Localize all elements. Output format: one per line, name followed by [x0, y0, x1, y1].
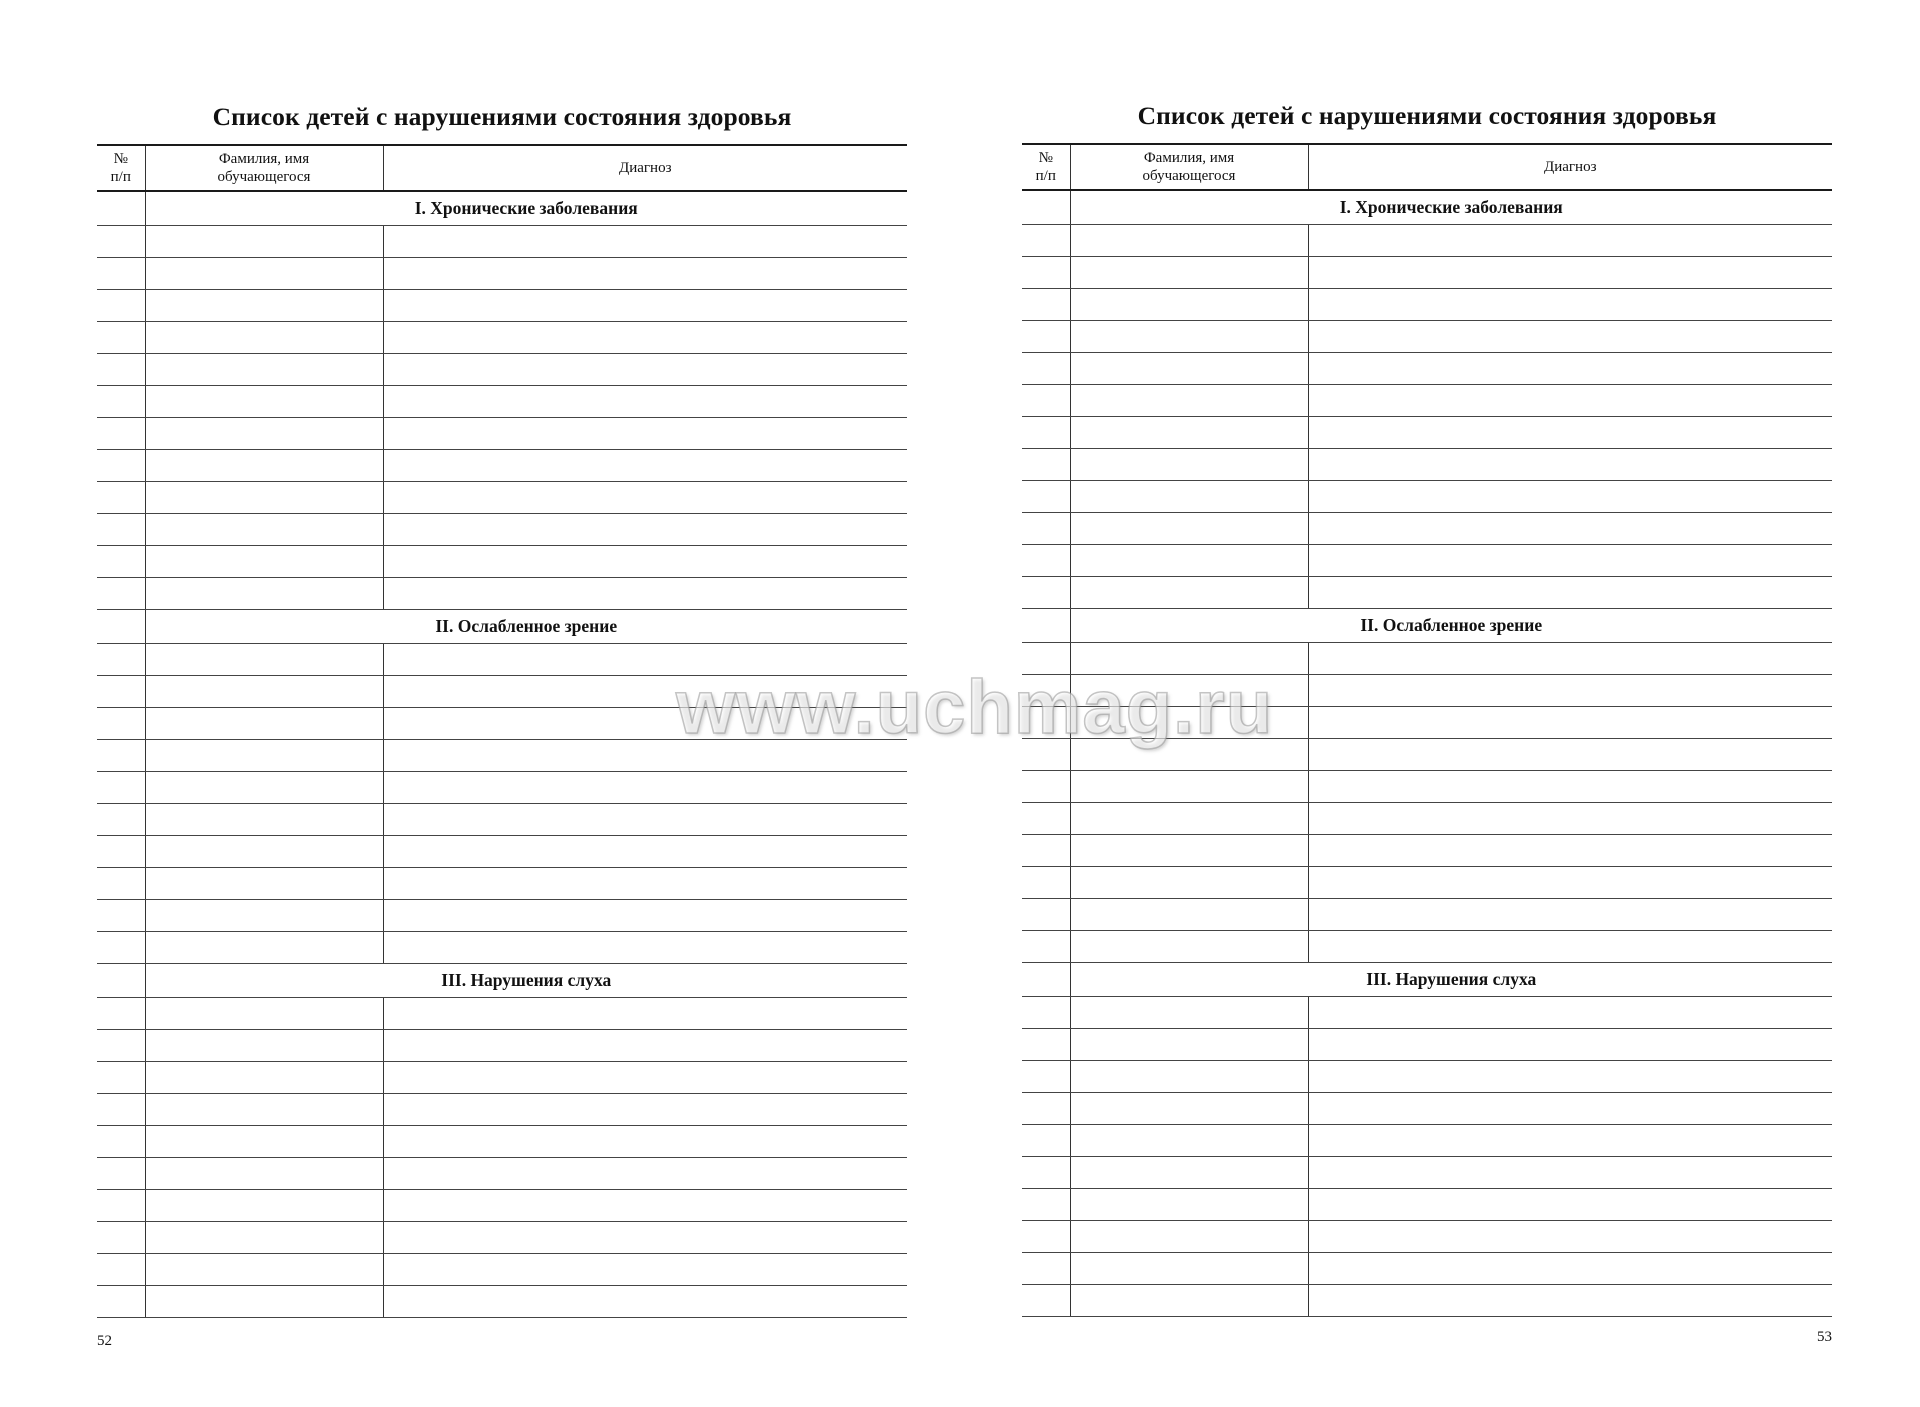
- diagnosis-cell[interactable]: [383, 226, 907, 258]
- diagnosis-cell[interactable]: [383, 998, 907, 1030]
- table-row: [97, 900, 907, 932]
- column-header-diagnosis: Диагноз: [383, 145, 907, 191]
- name-cell[interactable]: [145, 708, 383, 740]
- page-number: 53: [1817, 1329, 1832, 1345]
- diagnosis-cell[interactable]: [383, 932, 907, 964]
- table-row: [97, 1286, 907, 1318]
- table-row: [97, 804, 907, 836]
- name-cell[interactable]: [1070, 449, 1308, 481]
- number-cell[interactable]: [1022, 1029, 1070, 1061]
- diagnosis-cell[interactable]: [383, 836, 907, 868]
- number-cell[interactable]: [97, 1190, 145, 1222]
- diagnosis-cell[interactable]: [1308, 353, 1832, 385]
- name-cell[interactable]: [1070, 835, 1308, 867]
- section-header-row: [97, 964, 907, 998]
- diagnosis-cell[interactable]: [383, 482, 907, 514]
- diagnosis-cell[interactable]: [383, 1254, 907, 1286]
- number-cell[interactable]: [97, 998, 145, 1030]
- diagnosis-cell[interactable]: [383, 546, 907, 578]
- number-cell[interactable]: [97, 1062, 145, 1094]
- table-row: [97, 836, 907, 868]
- name-cell[interactable]: [1070, 803, 1308, 835]
- number-cell[interactable]: [1022, 931, 1070, 963]
- diagnosis-cell[interactable]: [383, 1190, 907, 1222]
- name-cell[interactable]: [1070, 257, 1308, 289]
- diagnosis-cell[interactable]: [383, 1030, 907, 1062]
- diagnosis-cell[interactable]: [1308, 481, 1832, 513]
- number-cell[interactable]: [1022, 997, 1070, 1029]
- table-row: [1022, 1189, 1832, 1221]
- number-cell[interactable]: [1022, 867, 1070, 899]
- diagnosis-cell[interactable]: [1308, 675, 1832, 707]
- table-row: [1022, 481, 1832, 513]
- table-row: [1022, 353, 1832, 385]
- table-row: [1022, 449, 1832, 481]
- name-cell[interactable]: [1070, 1253, 1308, 1285]
- table-row: [97, 932, 907, 964]
- table-row: [97, 546, 907, 578]
- section-title: I. Хронические заболевания: [145, 191, 907, 226]
- section-title: II. Ослабленное зрение: [1070, 609, 1832, 643]
- number-cell[interactable]: [97, 1158, 145, 1190]
- name-cell[interactable]: [1070, 385, 1308, 417]
- diagnosis-cell[interactable]: [1308, 899, 1832, 931]
- name-cell[interactable]: [1070, 225, 1308, 257]
- diagnosis-cell[interactable]: [383, 1126, 907, 1158]
- number-cell[interactable]: [97, 804, 145, 836]
- number-cell[interactable]: [97, 1254, 145, 1286]
- diagnosis-cell[interactable]: [383, 1158, 907, 1190]
- number-cell[interactable]: [1022, 835, 1070, 867]
- section-header-row: [97, 610, 907, 644]
- section-number-cell: [1022, 609, 1070, 643]
- section-header-row: [1022, 963, 1832, 997]
- diagnosis-cell[interactable]: [1308, 1061, 1832, 1093]
- table-row: [1022, 225, 1832, 257]
- table-row: [1022, 997, 1832, 1029]
- name-cell[interactable]: [1070, 577, 1308, 609]
- diagnosis-cell[interactable]: [1308, 257, 1832, 289]
- name-cell[interactable]: [1070, 771, 1308, 803]
- diagnosis-cell[interactable]: [1308, 997, 1832, 1029]
- diagnosis-cell[interactable]: [1308, 225, 1832, 257]
- name-cell[interactable]: [145, 932, 383, 964]
- diagnosis-cell[interactable]: [1308, 771, 1832, 803]
- name-cell[interactable]: [145, 386, 383, 418]
- section-header-row: [1022, 190, 1832, 225]
- number-cell[interactable]: [97, 772, 145, 804]
- section-number-cell: [1022, 190, 1070, 225]
- number-cell[interactable]: [1022, 289, 1070, 321]
- table-row: [1022, 257, 1832, 289]
- name-cell[interactable]: [145, 578, 383, 610]
- number-cell[interactable]: [1022, 321, 1070, 353]
- table-row: [1022, 867, 1832, 899]
- number-cell[interactable]: [1022, 417, 1070, 449]
- table-row: [1022, 771, 1832, 803]
- number-cell[interactable]: [1022, 803, 1070, 835]
- number-cell[interactable]: [97, 868, 145, 900]
- diagnosis-cell[interactable]: [1308, 1093, 1832, 1125]
- name-cell[interactable]: [145, 226, 383, 258]
- diagnosis-cell[interactable]: [1308, 417, 1832, 449]
- table-row: [97, 290, 907, 322]
- number-cell[interactable]: [97, 258, 145, 290]
- table-row: [1022, 1157, 1832, 1189]
- page-title: Список детей с нарушениями состояния здоровья: [1137, 101, 1717, 130]
- diagnosis-cell[interactable]: [1308, 1285, 1832, 1317]
- number-cell[interactable]: [97, 514, 145, 546]
- name-cell[interactable]: [145, 482, 383, 514]
- diagnosis-cell[interactable]: [1308, 739, 1832, 771]
- number-cell[interactable]: [97, 836, 145, 868]
- name-cell[interactable]: [145, 1222, 383, 1254]
- name-cell[interactable]: [1070, 321, 1308, 353]
- table-row: [97, 1062, 907, 1094]
- table-row: [97, 1030, 907, 1062]
- section-title: III. Нарушения слуха: [1070, 963, 1832, 997]
- name-cell[interactable]: [1070, 997, 1308, 1029]
- number-cell[interactable]: [97, 546, 145, 578]
- section-title: III. Нарушения слуха: [145, 964, 907, 998]
- diagnosis-cell[interactable]: [1308, 1029, 1832, 1061]
- name-cell[interactable]: [145, 322, 383, 354]
- table-row: [97, 258, 907, 290]
- number-cell[interactable]: [1022, 225, 1070, 257]
- table-row: [1022, 1253, 1832, 1285]
- number-cell[interactable]: [1022, 1125, 1070, 1157]
- name-cell[interactable]: [145, 900, 383, 932]
- number-cell[interactable]: [97, 450, 145, 482]
- table-row: [1022, 1125, 1832, 1157]
- table-row: [97, 1094, 907, 1126]
- page-number: 52: [97, 1333, 112, 1349]
- diagnosis-cell[interactable]: [1308, 931, 1832, 963]
- table-row: [1022, 1221, 1832, 1253]
- section-number-cell: [97, 964, 145, 998]
- table-row: [1022, 321, 1832, 353]
- diagnosis-cell[interactable]: [383, 868, 907, 900]
- name-cell[interactable]: [145, 644, 383, 676]
- diagnosis-cell[interactable]: [383, 354, 907, 386]
- diagnosis-cell[interactable]: [1308, 289, 1832, 321]
- column-header-number: № п/п: [97, 145, 145, 191]
- number-cell[interactable]: [1022, 257, 1070, 289]
- name-cell[interactable]: [1070, 931, 1308, 963]
- table-row: [97, 354, 907, 386]
- number-cell[interactable]: [97, 676, 145, 708]
- name-cell[interactable]: [1070, 1285, 1308, 1317]
- section-number-cell: [1022, 963, 1070, 997]
- name-cell[interactable]: [1070, 513, 1308, 545]
- number-cell[interactable]: [97, 900, 145, 932]
- table-row: [1022, 577, 1832, 609]
- number-cell[interactable]: [97, 226, 145, 258]
- page-title: Список детей с нарушениями состояния здоровья: [212, 102, 792, 131]
- number-cell[interactable]: [97, 386, 145, 418]
- name-cell[interactable]: [145, 290, 383, 322]
- name-cell[interactable]: [145, 546, 383, 578]
- name-cell[interactable]: [145, 1062, 383, 1094]
- number-cell[interactable]: [1022, 545, 1070, 577]
- number-cell[interactable]: [97, 482, 145, 514]
- table-row: [97, 1190, 907, 1222]
- table-row: [97, 772, 907, 804]
- number-cell[interactable]: [97, 1126, 145, 1158]
- table-row: [1022, 289, 1832, 321]
- table-row: [97, 1254, 907, 1286]
- diagnosis-cell[interactable]: [1308, 867, 1832, 899]
- number-cell[interactable]: [1022, 1253, 1070, 1285]
- diagnosis-cell[interactable]: [383, 322, 907, 354]
- table-row: [1022, 1029, 1832, 1061]
- table-row: [97, 514, 907, 546]
- number-cell[interactable]: [97, 290, 145, 322]
- name-cell[interactable]: [1070, 899, 1308, 931]
- name-cell[interactable]: [145, 1158, 383, 1190]
- section-header-row: [1022, 609, 1832, 643]
- diagnosis-cell[interactable]: [383, 1286, 907, 1318]
- name-cell[interactable]: [145, 772, 383, 804]
- number-cell[interactable]: [1022, 1221, 1070, 1253]
- table-row: [97, 450, 907, 482]
- table-row: [1022, 835, 1832, 867]
- table-row: [1022, 1093, 1832, 1125]
- name-cell[interactable]: [1070, 1061, 1308, 1093]
- diagnosis-cell[interactable]: [1308, 513, 1832, 545]
- name-cell[interactable]: [145, 1286, 383, 1318]
- table-row: [97, 482, 907, 514]
- section-body-0: [97, 191, 907, 1318]
- table-row: [1022, 513, 1832, 545]
- diagnosis-cell[interactable]: [1308, 643, 1832, 675]
- number-cell[interactable]: [1022, 353, 1070, 385]
- diagnosis-cell[interactable]: [1308, 1221, 1832, 1253]
- table-row: [97, 868, 907, 900]
- table-row: [1022, 417, 1832, 449]
- name-cell[interactable]: [145, 740, 383, 772]
- name-cell[interactable]: [145, 1126, 383, 1158]
- name-cell[interactable]: [1070, 867, 1308, 899]
- diagnosis-cell[interactable]: [1308, 449, 1832, 481]
- diagnosis-cell[interactable]: [1308, 1125, 1832, 1157]
- table-row: [97, 1158, 907, 1190]
- name-cell[interactable]: [1070, 353, 1308, 385]
- name-cell[interactable]: [1070, 1157, 1308, 1189]
- table-header-row: [1022, 144, 1832, 190]
- diagnosis-cell[interactable]: [383, 290, 907, 322]
- diagnosis-cell[interactable]: [383, 450, 907, 482]
- number-cell[interactable]: [97, 418, 145, 450]
- diagnosis-cell[interactable]: [383, 258, 907, 290]
- name-cell[interactable]: [145, 514, 383, 546]
- name-cell[interactable]: [145, 354, 383, 386]
- diagnosis-cell[interactable]: [383, 804, 907, 836]
- name-cell[interactable]: [145, 1094, 383, 1126]
- number-cell[interactable]: [1022, 1157, 1070, 1189]
- column-header-diagnosis: Диагноз: [1308, 144, 1832, 190]
- number-cell[interactable]: [97, 1094, 145, 1126]
- table-row: [97, 418, 907, 450]
- name-cell[interactable]: [145, 258, 383, 290]
- table-row: [1022, 385, 1832, 417]
- diagnosis-cell[interactable]: [1308, 835, 1832, 867]
- number-cell[interactable]: [1022, 1189, 1070, 1221]
- name-cell[interactable]: [1070, 545, 1308, 577]
- table-row: [97, 1126, 907, 1158]
- column-header-name: Фамилия, имя обучающегося: [1070, 144, 1308, 190]
- table-row: [1022, 803, 1832, 835]
- name-cell[interactable]: [145, 1030, 383, 1062]
- number-cell[interactable]: [97, 644, 145, 676]
- section-number-cell: [97, 610, 145, 644]
- section-title: II. Ослабленное зрение: [145, 610, 907, 644]
- section-number-cell: [97, 191, 145, 226]
- name-cell[interactable]: [145, 1190, 383, 1222]
- diagnosis-cell[interactable]: [383, 1094, 907, 1126]
- number-cell[interactable]: [1022, 771, 1070, 803]
- number-cell[interactable]: [1022, 513, 1070, 545]
- section-body-1: [1022, 190, 1832, 1317]
- number-cell[interactable]: [97, 322, 145, 354]
- table-row: [1022, 1061, 1832, 1093]
- name-cell[interactable]: [145, 804, 383, 836]
- number-cell[interactable]: [97, 1286, 145, 1318]
- column-header-name: Фамилия, имя обучающегося: [145, 145, 383, 191]
- table-row: [97, 1222, 907, 1254]
- diagnosis-cell[interactable]: [383, 578, 907, 610]
- number-cell[interactable]: [1022, 577, 1070, 609]
- table-row: [97, 322, 907, 354]
- diagnosis-cell[interactable]: [1308, 707, 1832, 739]
- diagnosis-cell[interactable]: [383, 1062, 907, 1094]
- number-cell[interactable]: [1022, 899, 1070, 931]
- diagnosis-cell[interactable]: [383, 386, 907, 418]
- diagnosis-cell[interactable]: [1308, 1189, 1832, 1221]
- table-row: [97, 998, 907, 1030]
- diagnosis-cell[interactable]: [1308, 545, 1832, 577]
- table-row: [1022, 1285, 1832, 1317]
- section-header-row: [97, 191, 907, 226]
- section-title: I. Хронические заболевания: [1070, 190, 1832, 225]
- name-cell[interactable]: [1070, 417, 1308, 449]
- diagnosis-cell[interactable]: [1308, 1157, 1832, 1189]
- number-cell[interactable]: [1022, 1285, 1070, 1317]
- diagnosis-cell[interactable]: [383, 514, 907, 546]
- diagnosis-cell[interactable]: [383, 418, 907, 450]
- name-cell[interactable]: [145, 836, 383, 868]
- name-cell[interactable]: [1070, 481, 1308, 513]
- table-header-row: [97, 145, 907, 191]
- table-row: [1022, 545, 1832, 577]
- diagnosis-cell[interactable]: [383, 900, 907, 932]
- name-cell[interactable]: [1070, 1189, 1308, 1221]
- name-cell[interactable]: [1070, 1093, 1308, 1125]
- name-cell[interactable]: [145, 998, 383, 1030]
- number-cell[interactable]: [97, 1222, 145, 1254]
- name-cell[interactable]: [1070, 1221, 1308, 1253]
- name-cell[interactable]: [145, 450, 383, 482]
- number-cell[interactable]: [97, 740, 145, 772]
- name-cell[interactable]: [145, 868, 383, 900]
- diagnosis-cell[interactable]: [383, 772, 907, 804]
- diagnosis-cell[interactable]: [383, 1222, 907, 1254]
- diagnosis-cell[interactable]: [1308, 577, 1832, 609]
- table-row: [1022, 931, 1832, 963]
- name-cell[interactable]: [1070, 289, 1308, 321]
- column-header-number: № п/п: [1022, 144, 1070, 190]
- name-cell[interactable]: [1070, 1125, 1308, 1157]
- number-cell[interactable]: [97, 354, 145, 386]
- diagnosis-cell[interactable]: [1308, 321, 1832, 353]
- number-cell[interactable]: [97, 708, 145, 740]
- number-cell[interactable]: [1022, 385, 1070, 417]
- number-cell[interactable]: [97, 932, 145, 964]
- name-cell[interactable]: [145, 676, 383, 708]
- name-cell[interactable]: [145, 418, 383, 450]
- name-cell[interactable]: [145, 1254, 383, 1286]
- table-row: [1022, 899, 1832, 931]
- watermark-text: www.uchmag.ru: [676, 665, 1274, 750]
- number-cell[interactable]: [97, 578, 145, 610]
- number-cell[interactable]: [1022, 1093, 1070, 1125]
- number-cell[interactable]: [1022, 481, 1070, 513]
- table-row: [97, 386, 907, 418]
- diagnosis-cell[interactable]: [1308, 1253, 1832, 1285]
- table-row: [97, 578, 907, 610]
- name-cell[interactable]: [1070, 1029, 1308, 1061]
- diagnosis-cell[interactable]: [1308, 803, 1832, 835]
- diagnosis-cell[interactable]: [1308, 385, 1832, 417]
- number-cell[interactable]: [97, 1030, 145, 1062]
- number-cell[interactable]: [1022, 449, 1070, 481]
- table-row: [97, 226, 907, 258]
- number-cell[interactable]: [1022, 1061, 1070, 1093]
